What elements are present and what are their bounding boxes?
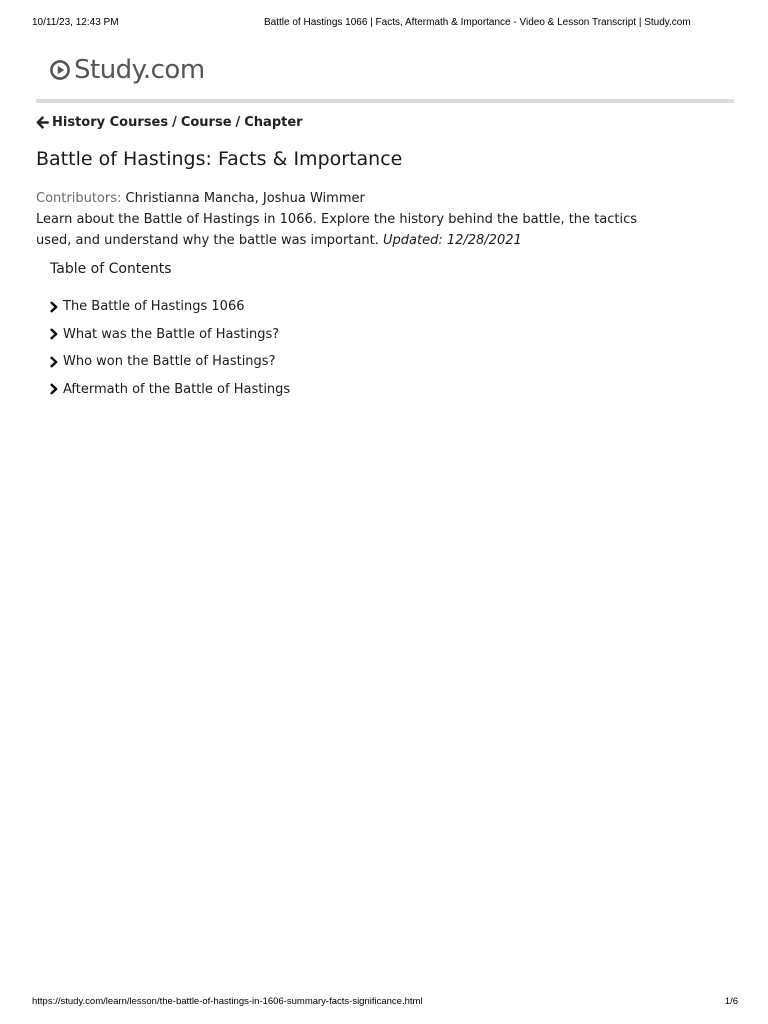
study-logo-link[interactable] bbox=[49, 55, 205, 85]
toc-item-label: The Battle of Hastings 1066 bbox=[63, 299, 245, 315]
chevron-right-icon bbox=[49, 356, 59, 368]
toc-item-label: Who won the Battle of Hastings? bbox=[63, 354, 276, 370]
page-title: Battle of Hastings: Facts & Importance bbox=[36, 148, 403, 170]
print-footer bbox=[32, 996, 738, 1010]
toc-item-label: What was the Battle of Hastings? bbox=[63, 326, 280, 342]
contributors-names: Christianna Mancha, Joshua Wimmer bbox=[125, 191, 365, 206]
toc-item-what-was-the-battle[interactable] bbox=[49, 321, 290, 349]
toc-item-who-won[interactable] bbox=[49, 348, 290, 376]
summary-text: Learn about the Battle of Hastings in 1066. Explore the history behind the battle, the tactics used, and understand why the battle was important. bbox=[36, 212, 638, 248]
contributors-line bbox=[36, 190, 365, 207]
breadcrumb-separator: / bbox=[235, 115, 241, 130]
breadcrumb-separator: / bbox=[172, 115, 177, 130]
toc-item-battle-of-hastings-1066[interactable] bbox=[49, 293, 290, 321]
chevron-right-icon bbox=[49, 328, 59, 340]
play-circle-icon bbox=[49, 59, 71, 81]
toc-item-label: Aftermath of the Battle of Hastings bbox=[63, 381, 291, 397]
chevron-right-icon bbox=[49, 383, 59, 395]
arrow-left-icon[interactable] bbox=[36, 116, 49, 129]
breadcrumb-item-history-courses[interactable]: History Courses bbox=[52, 115, 169, 130]
lesson-summary bbox=[36, 209, 676, 251]
contributors-label: Contributors: bbox=[36, 191, 122, 206]
breadcrumb-item-chapter[interactable]: Chapter bbox=[244, 115, 303, 130]
logo-wordmark: Study.com bbox=[74, 55, 205, 85]
print-datetime: 10/11/23, 12:43 PM bbox=[32, 17, 119, 28]
table-of-contents bbox=[49, 293, 290, 403]
chevron-right-icon bbox=[49, 301, 59, 313]
breadcrumb bbox=[36, 115, 303, 130]
print-header bbox=[32, 17, 736, 31]
updated-date: Updated: 12/28/2021 bbox=[382, 233, 522, 248]
breadcrumb-item-course[interactable]: Course bbox=[180, 115, 232, 130]
toc-title: Table of Contents bbox=[50, 261, 172, 277]
page-number: 1/6 bbox=[724, 996, 738, 1007]
header-divider bbox=[36, 99, 734, 103]
print-url: https://study.com/learn/lesson/the-battle-of-hastings-in-1606-summary-facts-significance.html bbox=[32, 996, 423, 1007]
toc-item-aftermath[interactable] bbox=[49, 376, 290, 404]
print-document-title: Battle of Hastings 1066 | Facts, Aftermath & Importance - Video & Lesson Transcript | Study.com bbox=[264, 17, 691, 28]
